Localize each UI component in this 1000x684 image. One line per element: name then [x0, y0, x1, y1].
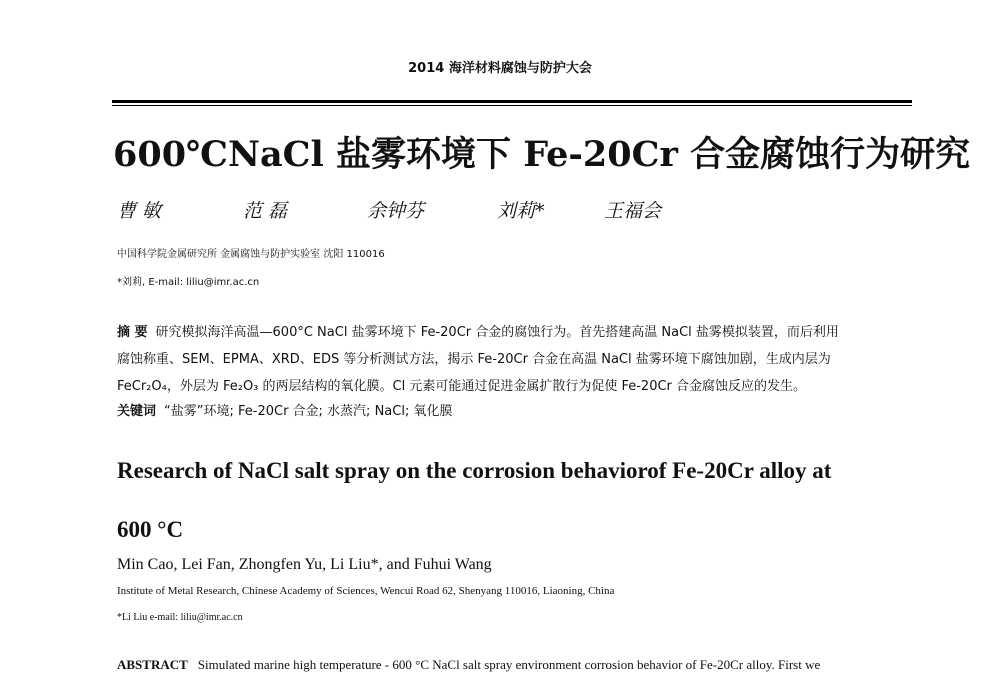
- authors-english: Min Cao, Lei Fan, Zhongfen Yu, Li Liu*, and Fuhui Wang: [117, 556, 492, 573]
- header-rule-thin: [112, 105, 912, 106]
- affiliation-chinese: 中国科学院金属研究所 金属腐蚀与防护实验室 沈阳 110016: [117, 249, 385, 260]
- keywords-cn-text: “盐雾”环境; Fe-20Cr 合金; 水蒸汽; NaCl; 氧化膜: [164, 404, 453, 419]
- abstract-cn-line-1: 研究模拟海洋高温—600°C NaCl 盐雾环境下 Fe-20Cr 合金的腐蚀行为。首先搭建高温 NaCl 盐雾模拟装置，而后利用: [155, 325, 839, 340]
- abstract-english: [117, 657, 820, 673]
- abstract-cn-label: 摘 要: [117, 325, 148, 340]
- author-cn-3: 余钟芬: [367, 200, 425, 222]
- title-english-line-1: Research of NaCl salt spray on the corrosion behaviorof Fe-20Cr alloy at: [117, 458, 832, 483]
- keywords-chinese: [117, 400, 452, 419]
- email-english: *Li Liu e-mail: liliu@imr.ac.cn: [117, 612, 243, 623]
- abstract-chinese: [117, 319, 922, 400]
- abstract-en-label: ABSTRACT: [117, 657, 188, 672]
- title-english-line-2: 600 °C: [117, 517, 184, 542]
- author-cn-5: 王福会: [604, 200, 662, 222]
- email-chinese: *刘莉, E-mail: liliu@imr.ac.cn: [117, 277, 260, 288]
- author-cn-1: 曹 敏: [117, 200, 162, 222]
- author-cn-4: 刘莉*: [497, 200, 545, 222]
- title-chinese: 600℃NaCl 盐雾环境下 Fe-20Cr 合金腐蚀行为研究: [113, 134, 971, 175]
- abstract-cn-line-2: 腐蚀称重、SEM、EPMA、XRD、EDS 等分析测试方法，揭示 Fe-20Cr 合金在高温 NaCl 盐雾环境下腐蚀加剧，生成内层为: [117, 352, 831, 367]
- abstract-en-text: Simulated marine high temperature - 600 °C NaCl salt spray environment corrosion behavior of Fe-20Cr alloy. First we: [197, 657, 821, 672]
- affiliation-english: Institute of Metal Research, Chinese Academy of Sciences, Wencui Road 62, Shenyang 110016, Liaoning, China: [117, 585, 615, 597]
- header-rule-thick: [112, 100, 912, 103]
- abstract-cn-line-3: FeCr₂O₄，外层为 Fe₂O₃ 的两层结构的氧化膜。Cl 元素可能通过促进金属扩散行为促使 Fe-20Cr 合金腐蚀反应的发生。: [117, 379, 807, 394]
- author-cn-2: 范 磊: [243, 200, 288, 222]
- keywords-cn-label: 关键词: [117, 404, 157, 419]
- conference-header: 2014 海洋材料腐蚀与防护大会: [408, 61, 592, 76]
